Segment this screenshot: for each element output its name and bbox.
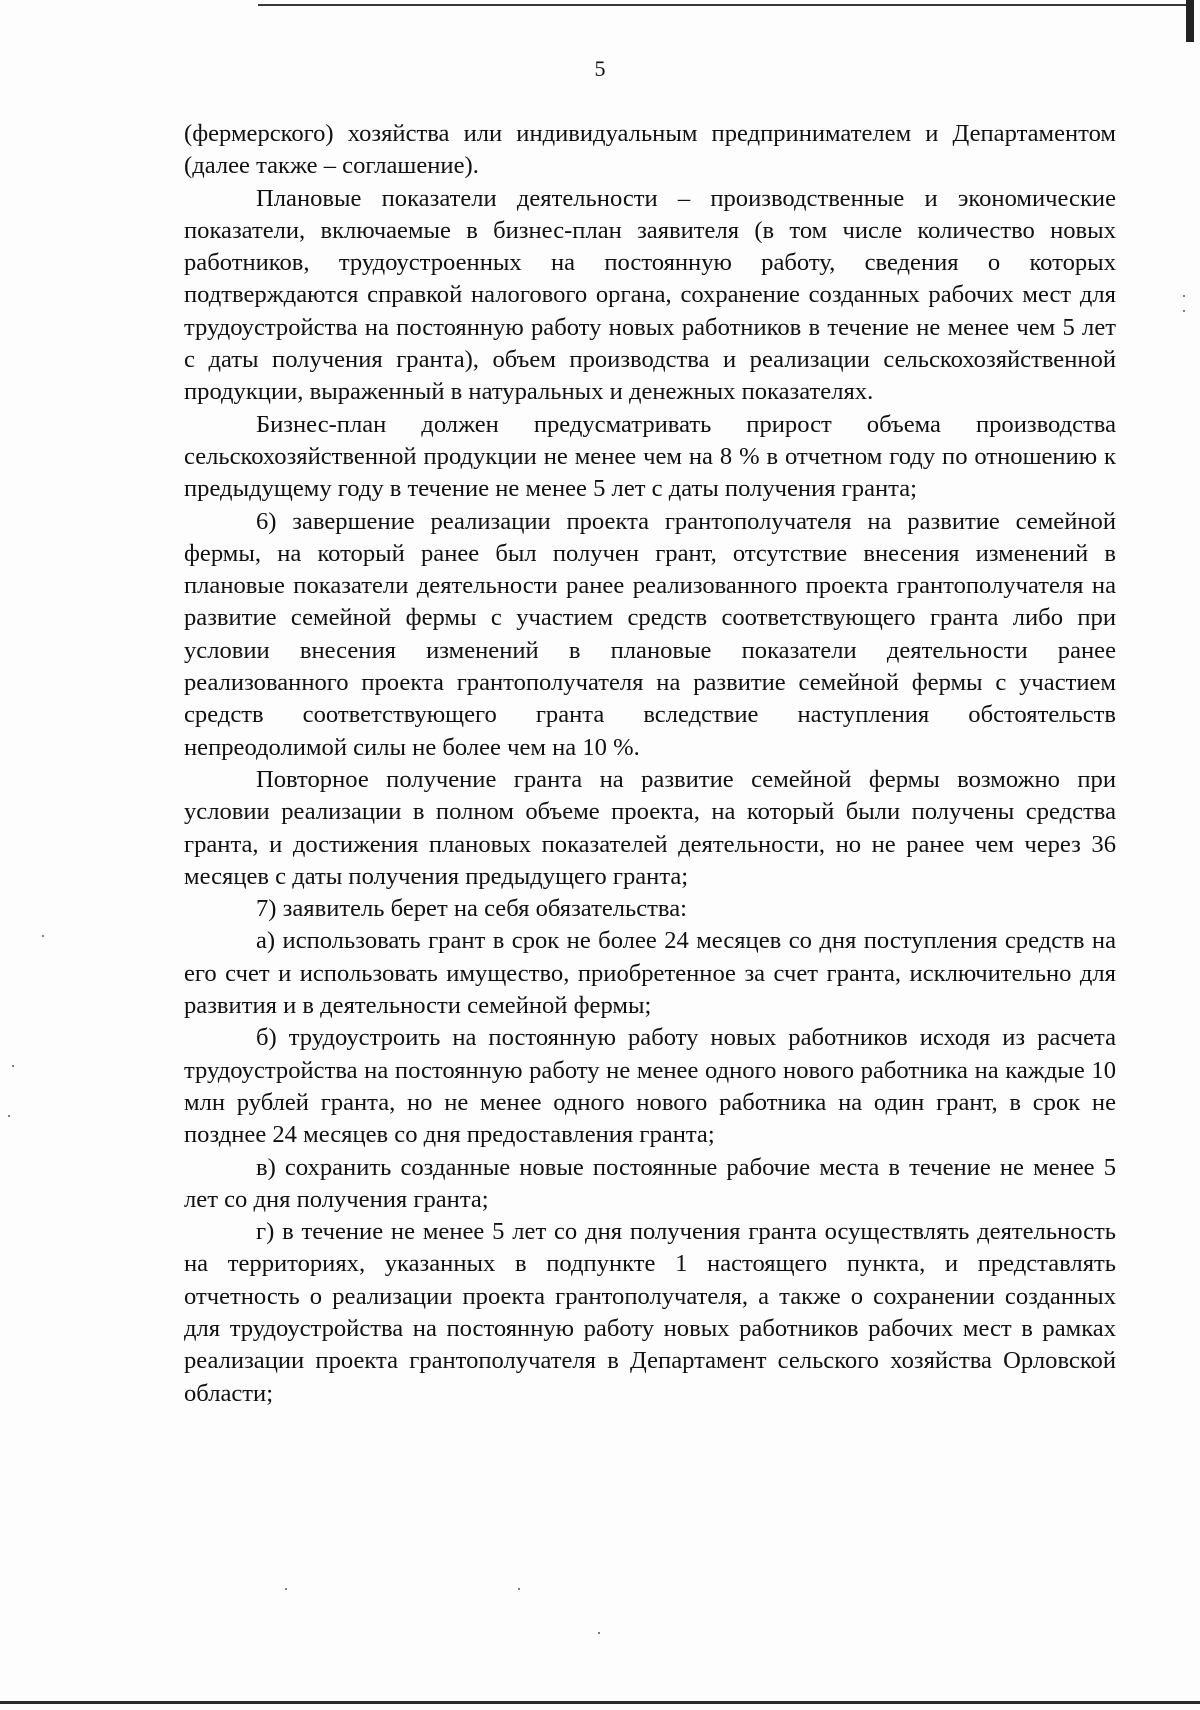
page-number: 5 <box>594 56 606 81</box>
paragraph: в) сохранить созданные новые постоянные рабочие места в течение не менее 5 лет со дня получения гранта; <box>184 1153 1116 1213</box>
paragraph: (фермерского) хозяйства или индивидуальным предпринимателем и Департаментом (далее также – соглашение). <box>184 120 1116 180</box>
scan-speck <box>1183 295 1185 297</box>
scan-speck <box>285 1588 287 1590</box>
paragraph: 6) завершение реализации проекта грантополучателя на развитие семейной фермы, на который ранее был получен грант, отсутствие внесения изменений в плановые показатели деятельности ранее реализованного проекта грантополучателя на развитие семейной фермы с участием средств соответствующего гранта либо при условии внесения изменений в плановые показатели деятельности ранее реализованного проекта грантополучателя на развитие семейной фермы с участием средств соответствующего гранта вследствие наступления обстоятельств непреодолимой силы не более чем на 10 %. <box>184 507 1116 761</box>
scan-speck <box>518 1588 520 1590</box>
scan-edge-top <box>258 4 1190 6</box>
paragraph: Бизнес-план должен предусматривать прирост объема производства сельскохозяйственной продукции не менее чем на 8 % в отчетном году по отношению к предыдущему году в течение не менее 5 лет с даты получения гранта; <box>184 410 1116 503</box>
scan-speck <box>598 1632 600 1634</box>
scan-speck <box>8 1115 10 1117</box>
scan-speck <box>42 935 44 937</box>
scan-edge-right <box>1186 0 1194 42</box>
document-body <box>184 118 1116 1410</box>
scan-speck <box>12 1065 14 1067</box>
paragraph: Повторное получение гранта на развитие семейной фермы возможно при условии реализации в полном объеме проекта, на который были получены средства гранта, и достижения плановых показателей деятельности, но не ранее чем через 36 месяцев с даты получения предыдущего гранта; <box>184 765 1116 890</box>
scan-edge-bottom <box>0 1701 1200 1704</box>
paragraph: 7) заявитель берет на себя обязательства: <box>256 895 687 923</box>
paragraph: Плановые показатели деятельности – производственные и экономические показатели, включаемые в бизнес-план заявителя (в том числе количество новых работников, трудоустроенных на постоянную работу, сведения о которых подтверждаются справкой налогового органа, сохранение созданных рабочих мест для трудоустройства на постоянную работу новых работников в течение не менее чем 5 лет с даты получения гранта), объем производства и реализации сельскохозяйственной продукции, выраженный в натуральных и денежных показателях. <box>184 184 1116 406</box>
paragraph: а) использовать грант в срок не более 24 месяцев со дня поступления средств на его счет и использовать имущество, приобретенное за счет гранта, исключительно для развития и в деятельности семейной фермы; <box>184 927 1116 1020</box>
paragraph: б) трудоустроить на постоянную работу новых работников исходя из расчета трудоустройства на постоянную работу не менее одного нового работника на каждые 10 млн рублей гранта, но не менее одного нового работника на один грант, в срок не позднее 24 месяцев со дня предоставления гранта; <box>184 1024 1116 1149</box>
scan-speck <box>1183 310 1185 312</box>
paragraph: г) в течение не менее 5 лет со дня получения гранта осуществлять деятельность на территориях, указанных в подпункте 1 настоящего пункта, и представлять отчетность о реализации проекта грантополучателя, а также о сохранении созданных для трудоустройства на постоянную работу новых работников рабочих мест в рамках реализации проекта грантополучателя в Департамент сельского хозяйства Орловской области; <box>184 1218 1116 1407</box>
